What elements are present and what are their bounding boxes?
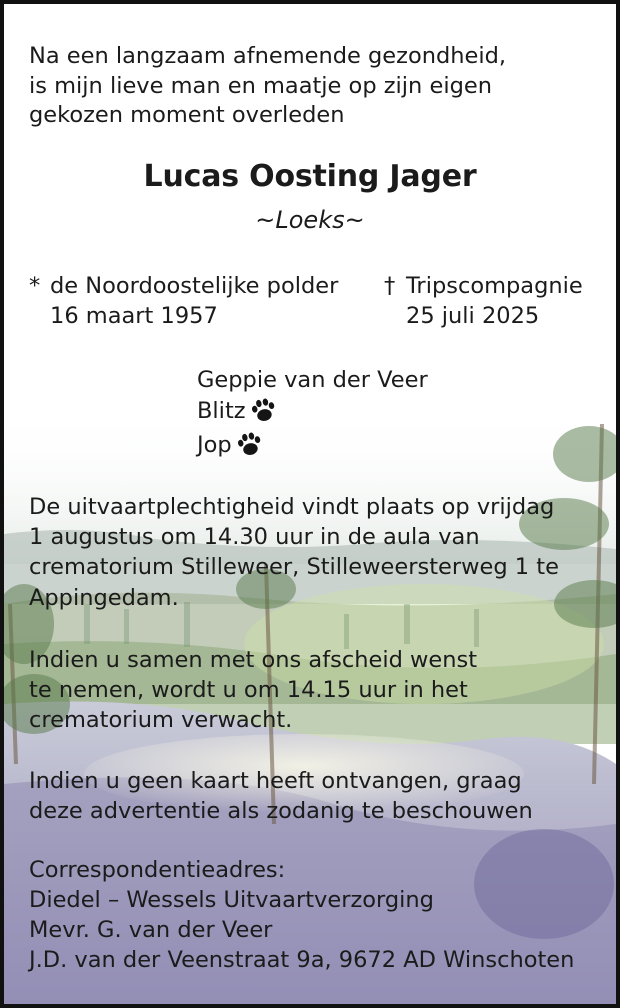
deceased-name: Lucas Oosting Jager bbox=[143, 159, 477, 194]
survivor-name bbox=[197, 366, 428, 396]
correspondence-line: Mevr. G. van der Veer bbox=[29, 917, 273, 943]
birth-date: 16 maart 1957 bbox=[50, 303, 218, 329]
intro-line: Na een langzaam afnemende gezondheid, bbox=[29, 43, 507, 69]
intro-line: is mijn lieve man en maatje op zijn eigen bbox=[29, 73, 492, 99]
survivor-label: Blitz bbox=[197, 398, 246, 424]
ceremony-line: De uitvaartplechtigheid vindt plaats op vrijdag bbox=[29, 494, 555, 520]
ceremony-line: 1 augustus om 14.30 uur in de aula van bbox=[29, 524, 480, 550]
farewell-line: te nemen, wordt u om 14.15 uur in het bbox=[29, 677, 468, 703]
farewell-line: crematorium verwacht. bbox=[29, 707, 293, 733]
ceremony-line: crematorium Stilleweer, Stilleweersterweg 1 te bbox=[29, 554, 559, 580]
death-date: 25 juli 2025 bbox=[406, 303, 540, 329]
death-symbol: † bbox=[384, 273, 396, 299]
correspondence-line: Diedel – Wessels Uitvaartverzorging bbox=[29, 887, 434, 913]
paw-icon bbox=[250, 397, 277, 433]
survivor-label: Jop bbox=[197, 432, 232, 458]
survivor-name bbox=[197, 397, 277, 433]
survivor-label: Geppie van der Veer bbox=[197, 367, 428, 393]
correspondence-line: Correspondentieadres: bbox=[29, 857, 286, 883]
ceremony-line: Appingedam. bbox=[29, 585, 179, 611]
deceased-nickname: ~Loeks~ bbox=[255, 206, 365, 234]
birth-symbol: * bbox=[29, 273, 41, 299]
paw-icon bbox=[236, 431, 263, 467]
farewell-line: Indien u samen met ons afscheid wenst bbox=[29, 647, 478, 673]
survivor-name bbox=[197, 431, 263, 467]
correspondence-line: J.D. van der Veenstraat 9a, 9672 AD Winschoten bbox=[29, 947, 575, 973]
birth-place: de Noordoostelijke polder bbox=[50, 273, 339, 299]
intro-line: gekozen moment overleden bbox=[29, 102, 345, 128]
death-place: Tripscompagnie bbox=[406, 273, 583, 299]
notice-line: deze advertentie als zodanig te beschouwen bbox=[29, 798, 533, 824]
notice-line: Indien u geen kaart heeft ontvangen, graag bbox=[29, 768, 522, 794]
